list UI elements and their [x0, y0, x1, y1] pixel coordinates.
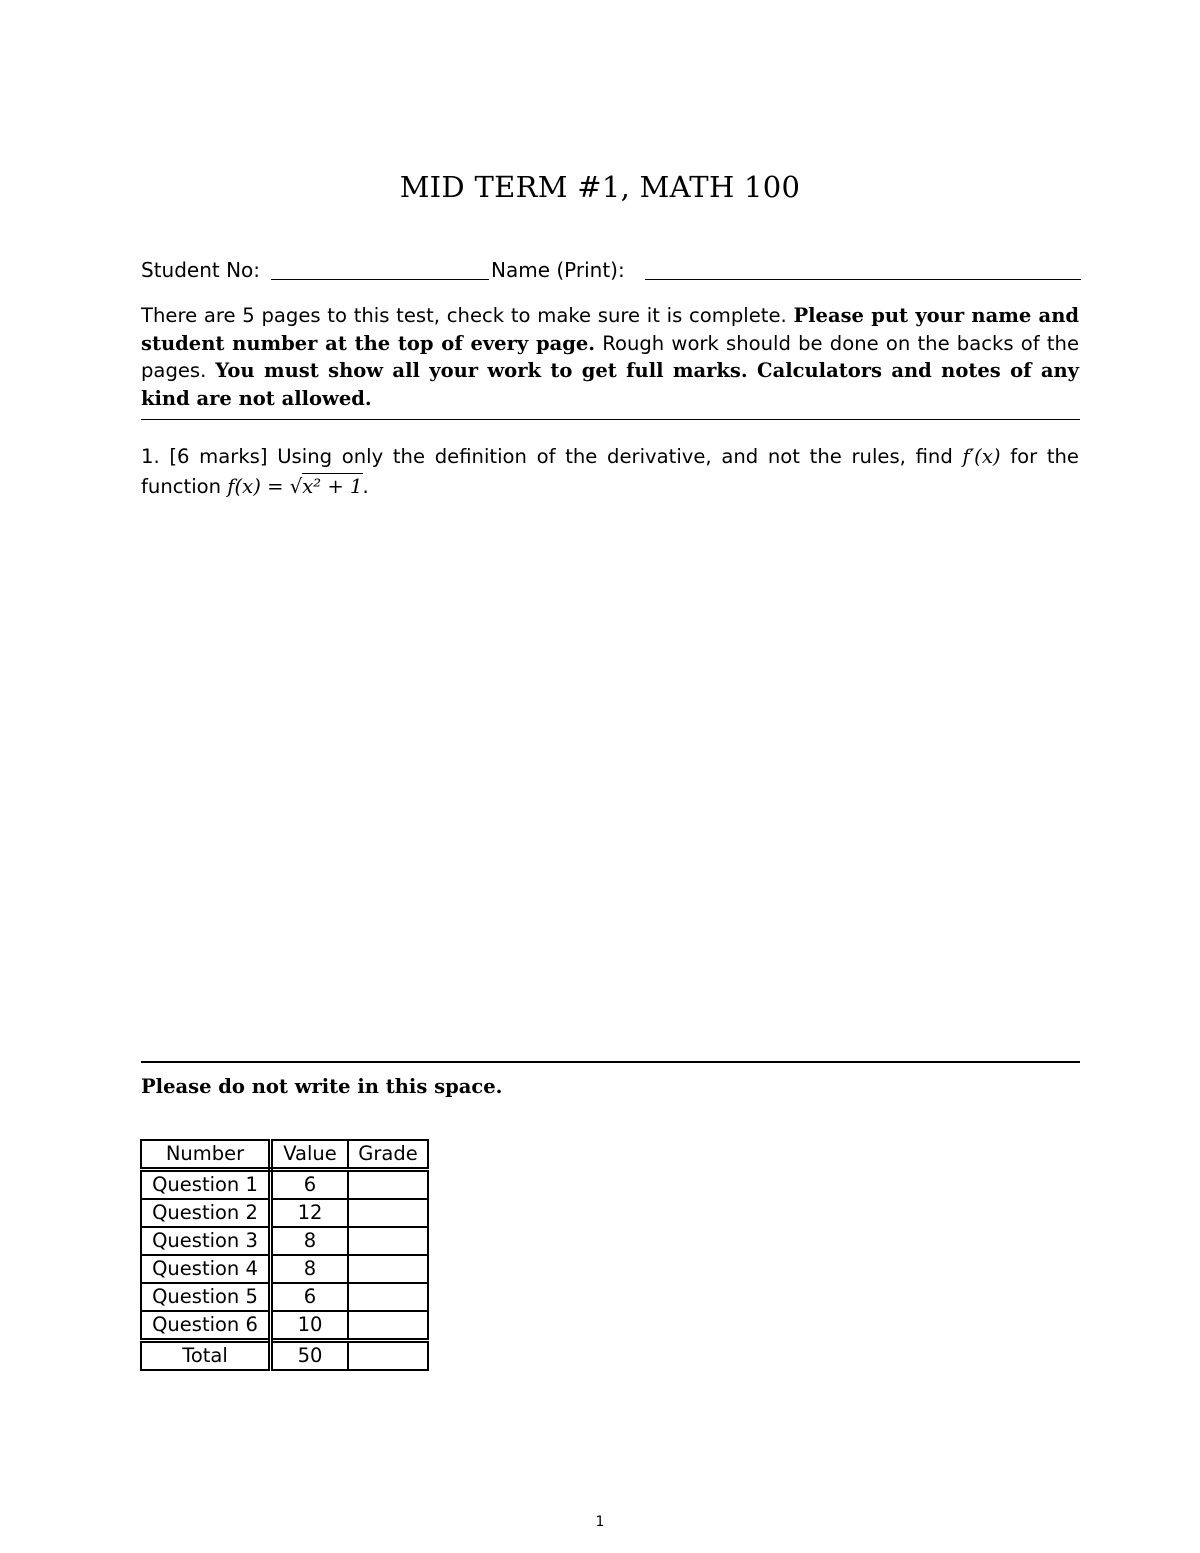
grading-note: Please do not write in this space. — [141, 1075, 503, 1098]
student-no-field[interactable] — [271, 279, 489, 280]
row-number: Question 1 — [141, 1170, 271, 1200]
radicand: x² + 1 — [302, 474, 363, 498]
student-no-label: Student No: — [141, 258, 261, 282]
question-1-suffix: . — [362, 474, 369, 498]
total-row — [141, 1341, 428, 1371]
row-grade — [348, 1199, 428, 1227]
instructions-text-1: There are 5 pages to this test, check to make sure it is complete. — [141, 304, 794, 327]
divider — [141, 419, 1080, 420]
instructions — [141, 302, 1079, 412]
total-grade — [348, 1341, 428, 1371]
name-field[interactable] — [645, 279, 1081, 280]
grade-table-header — [141, 1140, 428, 1170]
table-row — [141, 1199, 428, 1227]
row-number: Question 3 — [141, 1227, 271, 1255]
row-value: 10 — [271, 1311, 349, 1341]
row-value: 8 — [271, 1255, 349, 1283]
radical-sign: √ — [289, 474, 303, 498]
identification-line — [141, 258, 1081, 288]
question-1-prefix: 1. [6 marks] Using only the definition of the derivative, and not the rules, find — [141, 445, 963, 468]
question-1 — [141, 442, 1079, 501]
row-grade — [348, 1170, 428, 1200]
row-grade — [348, 1311, 428, 1341]
grading-divider — [141, 1061, 1080, 1063]
grade-table — [140, 1139, 429, 1371]
header-number: Number — [141, 1140, 271, 1170]
table-row — [141, 1311, 428, 1341]
table-row — [141, 1227, 428, 1255]
row-number: Question 6 — [141, 1311, 271, 1341]
total-value: 50 — [271, 1341, 349, 1371]
page-title: MID TERM #1, MATH 100 — [399, 170, 801, 204]
row-value: 8 — [271, 1227, 349, 1255]
instructions-text-2: Rough work should be done on the backs of the pages. — [141, 331, 1079, 382]
derivative-expression: f′(x) — [962, 445, 1001, 468]
row-value: 12 — [271, 1199, 349, 1227]
instructions-bold-2: You must show all your work to get full marks. Calculators and notes of any kind are not allowed. — [141, 359, 1079, 410]
row-value: 6 — [271, 1170, 349, 1200]
row-number: Question 4 — [141, 1255, 271, 1283]
question-1-middle: for the function — [141, 445, 1079, 498]
row-number: Question 5 — [141, 1283, 271, 1311]
table-row — [141, 1255, 428, 1283]
row-grade — [348, 1227, 428, 1255]
table-row — [141, 1283, 428, 1311]
row-value: 6 — [271, 1283, 349, 1311]
table-row — [141, 1170, 428, 1200]
name-label: Name (Print): — [491, 258, 625, 282]
function-lhs: f(x) = — [227, 474, 290, 498]
page-number: 1 — [595, 1514, 605, 1530]
row-grade — [348, 1255, 428, 1283]
header-value: Value — [271, 1140, 349, 1170]
instructions-bold-1: Please put your name and student number at the top of every page. — [141, 304, 1080, 355]
row-number: Question 2 — [141, 1199, 271, 1227]
total-label: Total — [141, 1341, 271, 1371]
row-grade — [348, 1283, 428, 1311]
header-grade: Grade — [348, 1140, 428, 1170]
